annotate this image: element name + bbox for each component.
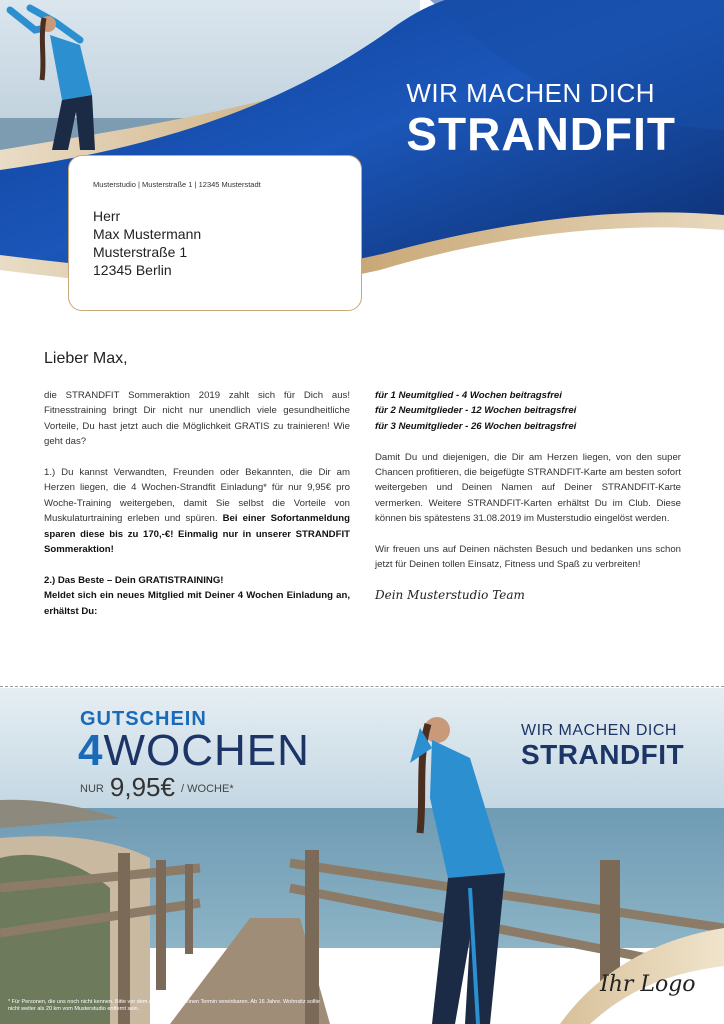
voucher-duration xyxy=(78,726,310,776)
voucher-duration-word: WOCHEN xyxy=(103,726,310,775)
recipient-line: Musterstraße 1 xyxy=(93,244,188,260)
recipient-line: 12345 Berlin xyxy=(93,262,172,278)
price-prefix: NUR xyxy=(80,783,104,795)
letter-paragraph xyxy=(44,573,350,619)
offer-item: für 1 Neumitglied - 4 Wochen beitragsfrei xyxy=(375,390,562,401)
letter-column-left xyxy=(44,388,350,634)
voucher-headline-big: STRANDFIT xyxy=(521,739,685,770)
sender-line: Musterstudio | Musterstraße 1 | 12345 Musterstadt xyxy=(93,180,261,189)
paragraph-text: 1.) Du kannst Verwandten, Freunden oder Bekannten, die Dir am Herzen liegen, die 4 Wochen-Strandfit Einladung* für nur 9,95€ pro Woche-Training weitergeben, damit Sie selbst die Vorteile von Muskulaturtraining erleben und spüren. xyxy=(44,467,350,525)
price-amount: 9,95€ xyxy=(109,772,175,802)
address-window xyxy=(68,155,362,311)
recipient-line: Max Mustermann xyxy=(93,226,202,242)
offer-list xyxy=(375,388,681,434)
signature: Dein Musterstudio Team xyxy=(375,588,525,603)
salutation: Lieber Max, xyxy=(44,350,128,367)
offer-item: für 2 Neumitglieder - 12 Wochen beitragsfrei xyxy=(375,405,577,417)
letter-paragraph: Damit Du und diejenigen, die Dir am Herzen liegen, von den super Chancen profitieren, die beigefügte STRANDFIT-Karte am besten sofort weitergeben und Deinen Namen auf Deiner STRANDFIT-Karte vermerken. Weitere STRANDFIT-Karten erhältst Du im Club. Diese können bis spätestens 31.08.2019 im Musterstudio eingelöst werden. xyxy=(375,451,681,525)
header-headline xyxy=(406,78,676,161)
voucher-label: GUTSCHEIN xyxy=(80,708,207,730)
paragraph-highlight: Meldet sich ein neues Mitglied mit Deiner 4 Wochen Einladung an, erhältst Du: xyxy=(44,590,350,617)
voucher-price xyxy=(80,772,234,803)
letter-column-right xyxy=(375,388,681,604)
headline-big: STRANDFIT xyxy=(406,108,676,160)
voucher xyxy=(0,688,724,1024)
headline-small: WIR MACHEN DICH xyxy=(406,78,656,108)
letter-paragraph: Wir freuen uns auf Deinen nächsten Besuch und bedanken uns schon jetzt für Deinen tollen Einsatz, Fitness und Spaß zu verbreiten! xyxy=(375,544,681,571)
voucher-footnote: * Für Personen, die uns noch nicht kennen. Bitte vor dem ersten Besuch einen Termin vereinbaren. Ab 16 Jahre. Wohnsitz sollte nicht weiter als 20 km vom Musterstudio entfernt sein. xyxy=(8,999,320,1012)
exercising-woman-illustration xyxy=(0,0,110,150)
recipient-address xyxy=(93,207,201,279)
voucher-headline xyxy=(521,722,684,771)
letter-paragraph xyxy=(44,465,350,557)
brand-logo: Ihr Logo xyxy=(600,972,696,997)
voucher-headline-small: WIR MACHEN DICH xyxy=(521,722,677,739)
offer-item: für 3 Neumitglieder - 26 Wochen beitragsfrei xyxy=(375,420,577,432)
letter-paragraph: die STRANDFIT Sommeraktion 2019 zahlt sich für Dich aus! Fitnesstraining bringt Dir nicht nur unendlich viele gesundheitliche Vorteile, Du hast jetzt auch die Möglichkeit GRATIS zu trainieren! Wie geht das? xyxy=(44,390,350,448)
price-suffix: / WOCHE* xyxy=(181,783,234,795)
paragraph-highlight: Bei einer Sofortanmeldung sparen diese bis zu 170,-€! Einmalig nur in unserer STRANDFIT Sommeraktion! xyxy=(44,513,350,556)
recipient-line: Herr xyxy=(93,208,121,224)
voucher-duration-number: 4 xyxy=(78,726,104,775)
cut-line xyxy=(0,686,724,687)
paragraph-heading: 2.) Das Beste – Dein GRATISTRAINING! xyxy=(44,574,224,586)
